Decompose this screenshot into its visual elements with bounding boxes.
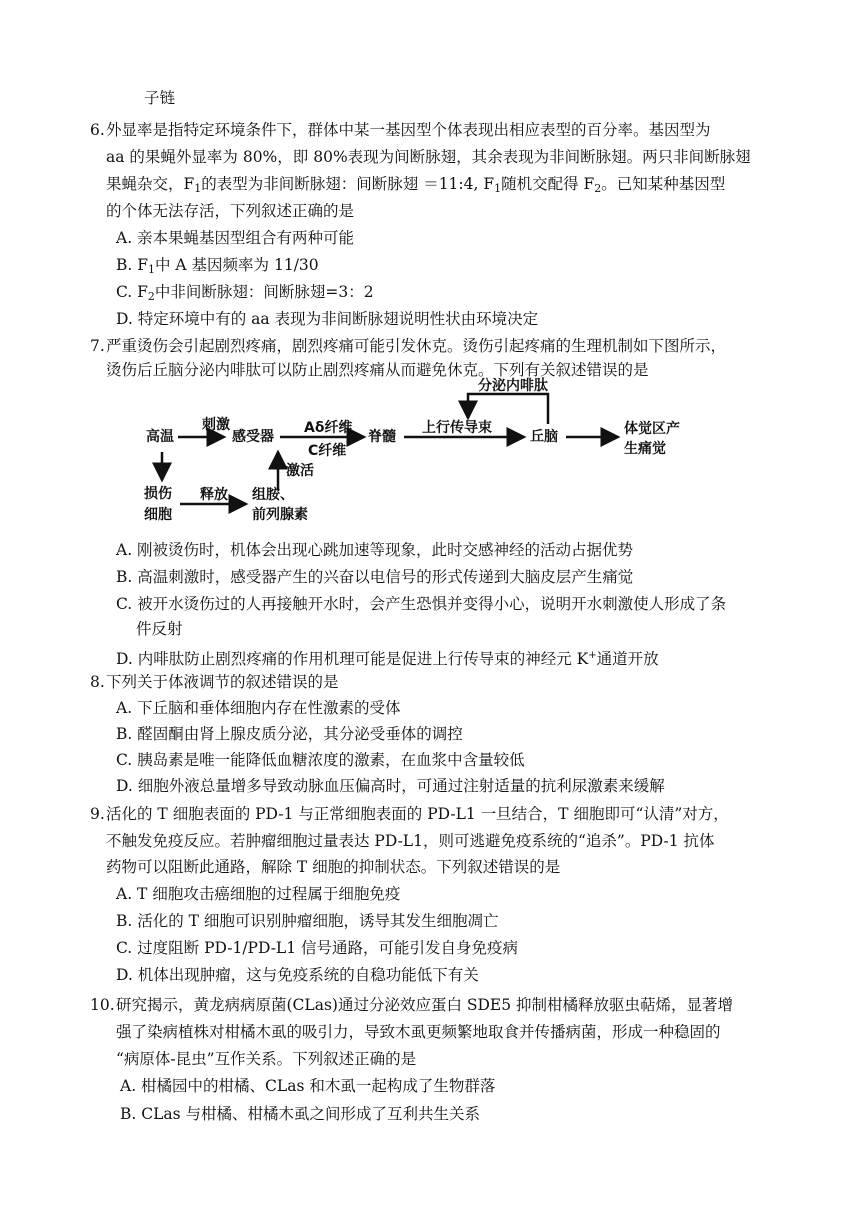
label-ciji: 刺激 [202,417,230,433]
node-jisui: 脊髓 [368,429,396,445]
question-number: 10. [90,996,115,1014]
label-adelta: Aδ纤维 [304,420,353,436]
subscript: 2 [594,182,602,195]
option-d [116,646,659,669]
question-number: 9. [90,805,105,823]
subscript: 1 [148,263,155,276]
question-text: 研究揭示，黄龙病病原菌(CLas)通过分泌效应蛋白 SDE5 抑制柑橘释放驱虫萜烯，显著增 [116,996,734,1014]
question-number: 6. [90,121,105,139]
label-fenmi: 分泌内啡肽 [478,378,548,394]
question-number: 7. [90,337,105,355]
node-zuan-1: 组胺、 [252,487,294,503]
node-sunshang-1: 损伤 [144,486,172,502]
option-a: A. 下丘脑和垂体细胞内存在性激素的受体 [116,699,401,717]
subscript: 1 [494,182,502,195]
question-text [106,174,725,199]
label-shifang: 释放 [200,487,228,503]
question-text: aa 的果蝇外显率为 80%，即 80%表现为间断脉翅，其余表现为非间断脉翅。两只非间断脉翅 [106,148,751,166]
text-fragment: 。已知某种基因型 [601,175,726,193]
option-a: A. 亲本果蝇基因型组合有两种可能 [116,229,355,247]
node-tijue-1: 体觉区产 [624,421,680,437]
option-d: D. 机体出现肿瘤，这与免疫系统的自稳功能低下有关 [116,966,479,984]
option-a: A. T 细胞攻击癌细胞的过程属于细胞免疫 [116,885,401,903]
question-text: 烫伤后丘脑分泌内啡肽可以防止剧烈疼痛从而避免休克。下列有关叙述错误的是 [106,361,649,379]
node-zuan-2: 前列腺素 [252,507,308,523]
option-b: B. CLas 与柑橘、柑橘木虱之间形成了互利共生关系 [120,1105,481,1123]
question-text: 不触发免疫反应。若肿瘤细胞过量表达 PD-L1，则可逃避免疫系统的“追杀”。PD-1 抗体 [106,832,715,850]
question-text: 外显率是指特定环境条件下，群体中某一基因型个体表现出相应表型的百分率。基因型为 [106,121,711,139]
text-fragment: D. 内啡肽防止剧烈疼痛的作用机理可能是促进上行传导束的神经元 K [116,650,589,668]
subscript: 1 [194,182,202,195]
question-text: 药物可以阻断此通路，解除 T 细胞的抑制状态。下列叙述错误的是 [106,858,561,876]
question-text: 严重烫伤会引起剧烈疼痛，剧烈疼痛可能引发休克。烫伤引起疼痛的生理机制如下图所示， [106,337,727,355]
text-fragment: 果蝇杂交，F [106,175,195,193]
question-number: 8. [90,673,105,691]
question-text: 下列关于体液调节的叙述错误的是 [106,673,339,691]
text-fragment: 中非间断脉翅：间断脉翅=3：2 [154,283,374,301]
text-fragment: C. F [116,283,148,301]
text-fragment: 的表型为非间断脉翅：间断脉翅 ＝11:4, F [201,175,495,193]
option-c-continued: 件反射 [136,620,183,638]
node-tijue-2: 生痛觉 [624,441,666,457]
option-b: B. 醛固酮由肾上腺皮质分泌，其分泌受垂体的调控 [116,725,463,743]
option-a: A. 刚被烫伤时，机体会出现心跳加速等现象，此时交感神经的活动占据优势 [116,541,634,559]
subscript: 2 [147,290,155,303]
question-text: 的个体无法存活，下列叙述正确的是 [106,202,355,220]
option-b: B. 高温刺激时，感受器产生的兴奋以电信号的形式传递到大脑皮层产生痛觉 [116,568,634,586]
question-text: 活化的 T 细胞表面的 PD-1 与正常细胞表面的 PD-L1 一旦结合，T 细胞即可“认清”对方， [106,805,729,823]
question-text: 强了染病植株对柑橘木虱的吸引力，导致木虱更频繁地取食并传播病菌，形成一种稳固的 [116,1023,721,1041]
option-c: C. 胰岛素是唯一能降低血糖浓度的激素，在血浆中含量较低 [116,751,525,769]
label-jihuo: 激活 [286,463,314,479]
text-fragment: 随机交配得 F [501,175,595,193]
option-a: A. 柑橘园中的柑橘、CLas 和木虱一起构成了生物群落 [120,1077,496,1095]
option-d: D. 细胞外液总量增多导致动脉血压偏高时，可通过注射适量的抗利尿激素来缓解 [116,777,665,795]
option-c [116,282,374,307]
option-b [116,255,319,280]
node-ganshouqi: 感受器 [232,429,274,445]
text-fragment: B. F [116,256,148,274]
label-cfiber: C纤维 [308,443,347,459]
text-line: 子链 [144,89,176,107]
node-qiunao: 丘脑 [530,429,558,445]
superscript: + [588,650,597,661]
node-sunshang-2: 细胞 [144,507,172,523]
option-b: B. 活化的 T 细胞可识别肿瘤细胞，诱导其发生细胞凋亡 [116,912,499,930]
option-d: D. 特定环境中有的 aa 表现为非间断脉翅说明性状由环境决定 [116,310,539,328]
node-gaowen: 高温 [146,429,174,445]
text-fragment: 通道开放 [596,650,659,668]
question-text: “病原体-昆虫”互作关系。下列叙述正确的是 [116,1050,417,1068]
pain-mechanism-diagram [128,372,728,532]
text-fragment: 中 A 基因频率为 11/30 [155,256,319,274]
option-c: C. 被开水烫伤过的人再接触开水时，会产生恐惧并变得小心，说明开水刺激使人形成了条 [116,595,727,613]
option-c: C. 过度阻断 PD-1/PD-L1 信号通路，可能引发自身免疫病 [116,939,519,957]
label-shangxing: 上行传导束 [422,420,492,436]
